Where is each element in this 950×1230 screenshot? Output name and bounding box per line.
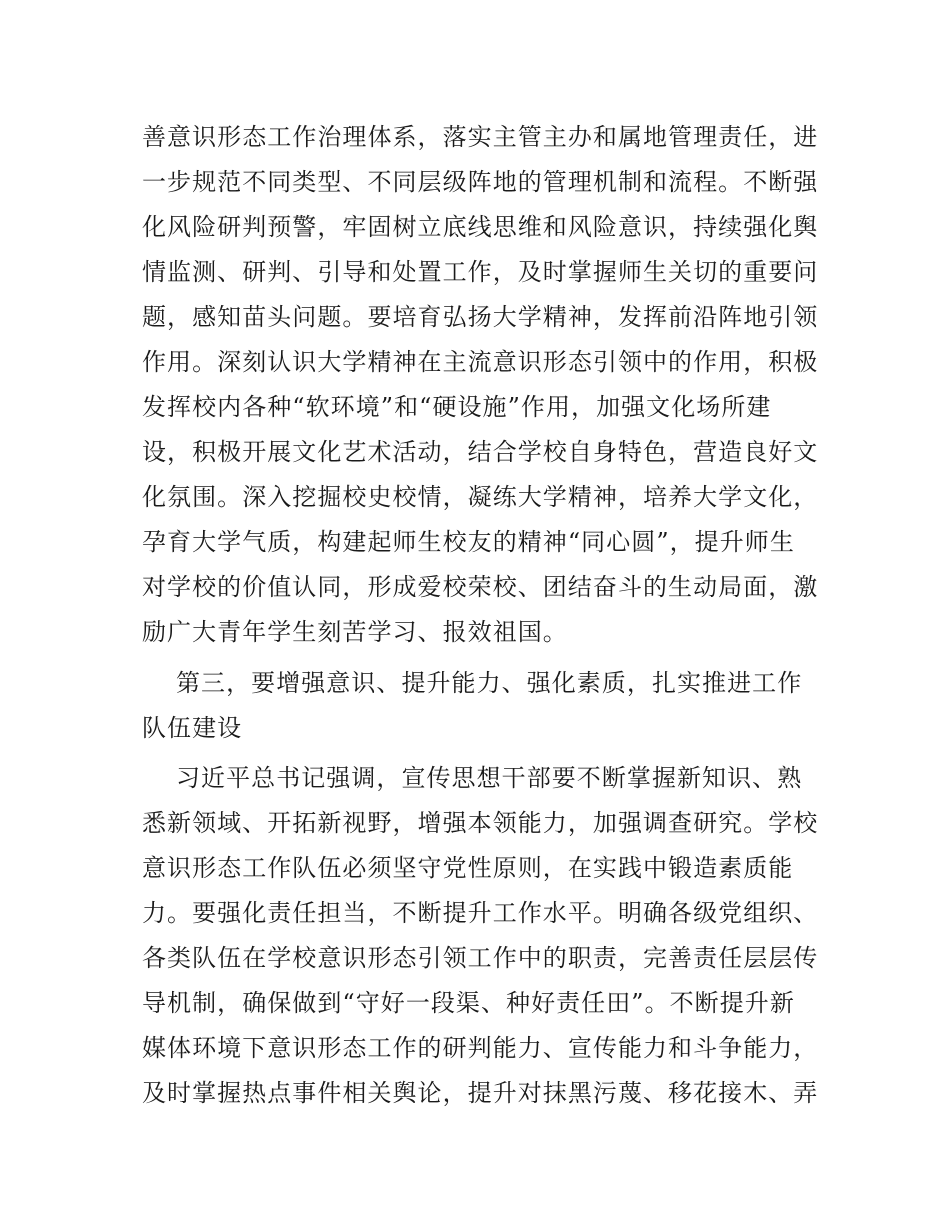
- section-heading-line: 队伍建设: [142, 714, 243, 742]
- text-line: 悉新领域、开拓新视野，增强本领能力，加强调查研究。学校: [142, 809, 819, 837]
- text-line: 力。要强化责任担当，不断提升工作水平。明确各级党组织、: [142, 899, 819, 927]
- text-line: 习近平总书记强调，宣传思想干部要不断掌握新知识、熟: [176, 764, 803, 792]
- text-line: 对学校的价值认同，形成爱校荣校、团结奋斗的生动局面，激: [142, 573, 819, 601]
- text-line: 发挥校内各种“软环境”和“硬设施”作用，加强文化场所建: [142, 393, 772, 421]
- text-line: 一步规范不同类型、不同层级阵地的管理机制和流程。不断强: [142, 168, 819, 196]
- text-line: 意识形态工作队伍必须坚守党性原则，在实践中锻造素质能: [142, 854, 794, 882]
- text-line: 励广大青年学生刻苦学习、报效祖国。: [142, 618, 568, 646]
- section-heading-line: 第三，要增强意识、提升能力、强化素质，扎实推进工作: [176, 669, 803, 697]
- text-line: 媒体环境下意识形态工作的研判能力、宣传能力和斗争能力，: [142, 1034, 819, 1062]
- text-line: 导机制，确保做到“守好一段渠、种好责任田”。不断提升新: [142, 989, 795, 1017]
- text-line: 题，感知苗头问题。要培育弘扬大学精神，发挥前沿阵地引领: [142, 303, 819, 331]
- text-line: 情监测、研判、引导和处置工作，及时掌握师生关切的重要问: [142, 258, 819, 286]
- text-line: 作用。深刻认识大学精神在主流意识形态引领中的作用，积极: [142, 348, 819, 376]
- text-line: 化风险研判预警，牢固树立底线思维和风险意识，持续强化舆: [142, 213, 819, 241]
- text-line: 化氛围。深入挖掘校史校情，凝练大学精神，培养大学文化，: [142, 483, 819, 511]
- text-line: 及时掌握热点事件相关舆论，提升对抹黑污蔑、移花接木、弄: [142, 1079, 819, 1107]
- text-line: 各类队伍在学校意识形态引领工作中的职责，完善责任层层传: [142, 944, 819, 972]
- text-line: 设，积极开展文化艺术活动，结合学校自身特色，营造良好文: [142, 438, 819, 466]
- text-line: 孕育大学气质，构建起师生校友的精神“同心圆”，提升师生: [142, 528, 795, 556]
- text-line: 善意识形态工作治理体系，落实主管主办和属地管理责任，进: [142, 123, 819, 151]
